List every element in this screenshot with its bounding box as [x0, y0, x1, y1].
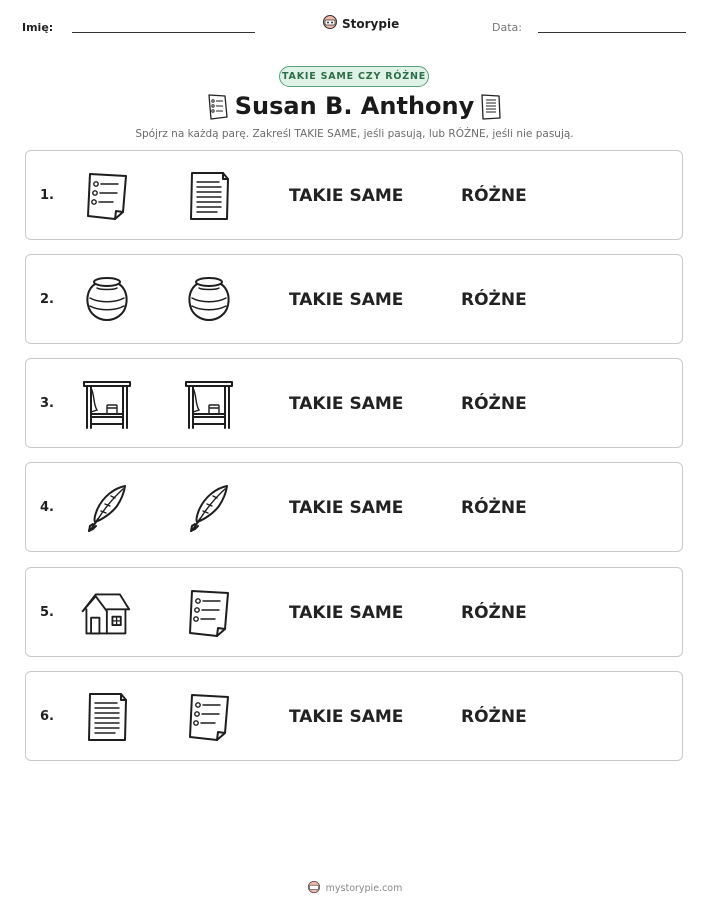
pair-number: 5.: [40, 605, 54, 620]
pair-card: [25, 358, 683, 448]
footer-url: mystorypie.com: [325, 883, 403, 894]
option-different[interactable]: RÓŻNE: [461, 290, 527, 310]
window-shelf-icon: [183, 378, 235, 430]
option-different[interactable]: RÓŻNE: [461, 394, 527, 414]
option-same[interactable]: TAKIE SAME: [289, 290, 404, 310]
name-label: Imię:: [22, 21, 54, 34]
document-icon: [81, 691, 133, 743]
pair-card: [25, 567, 683, 657]
checklist-icon: [183, 691, 235, 743]
option-same[interactable]: TAKIE SAME: [289, 707, 404, 727]
option-same[interactable]: TAKIE SAME: [289, 394, 404, 414]
option-different[interactable]: RÓŻNE: [461, 707, 527, 727]
checklist-icon: [81, 170, 133, 222]
quill-pen-icon: [81, 482, 133, 534]
instructions: Spójrz na każdą parę. Zakreśl TAKIE SAME, jeśli pasują, lub RÓŻNE, jeśli nie pasują.: [135, 128, 574, 140]
option-different[interactable]: RÓŻNE: [461, 603, 527, 623]
option-different[interactable]: RÓŻNE: [461, 186, 527, 206]
pair-number: 1.: [40, 188, 54, 203]
footer: [0, 880, 709, 897]
option-same[interactable]: TAKIE SAME: [289, 186, 404, 206]
name-line[interactable]: [72, 32, 255, 33]
pair-card: [25, 671, 683, 761]
date-line[interactable]: [538, 32, 686, 33]
worksheet-type-badge: TAKIE SAME CZY RÓŻNE: [279, 66, 429, 87]
window-shelf-icon: [81, 378, 133, 430]
brand-logo: [322, 14, 399, 33]
pair-card: [25, 462, 683, 552]
option-same[interactable]: TAKIE SAME: [289, 603, 404, 623]
storypie-mascot-icon: [322, 14, 338, 33]
brand-name: Storypie: [342, 16, 400, 31]
storypie-mascot-icon: [307, 880, 321, 897]
house-icon: [79, 587, 131, 639]
title-document-icon: [478, 93, 504, 125]
date-label: Data:: [492, 21, 522, 34]
checklist-icon: [183, 587, 235, 639]
pair-number: 3.: [40, 396, 54, 411]
pot-icon: [81, 274, 133, 326]
pot-icon: [183, 274, 235, 326]
pair-card: [25, 254, 683, 344]
option-same[interactable]: TAKIE SAME: [289, 498, 404, 518]
pair-number: 6.: [40, 709, 54, 724]
quill-pen-icon: [183, 482, 235, 534]
pair-number: 4.: [40, 500, 54, 515]
page-title: Susan B. Anthony: [234, 92, 475, 120]
option-different[interactable]: RÓŻNE: [461, 498, 527, 518]
pair-number: 2.: [40, 292, 54, 307]
pair-card: [25, 150, 683, 240]
document-icon: [183, 170, 235, 222]
